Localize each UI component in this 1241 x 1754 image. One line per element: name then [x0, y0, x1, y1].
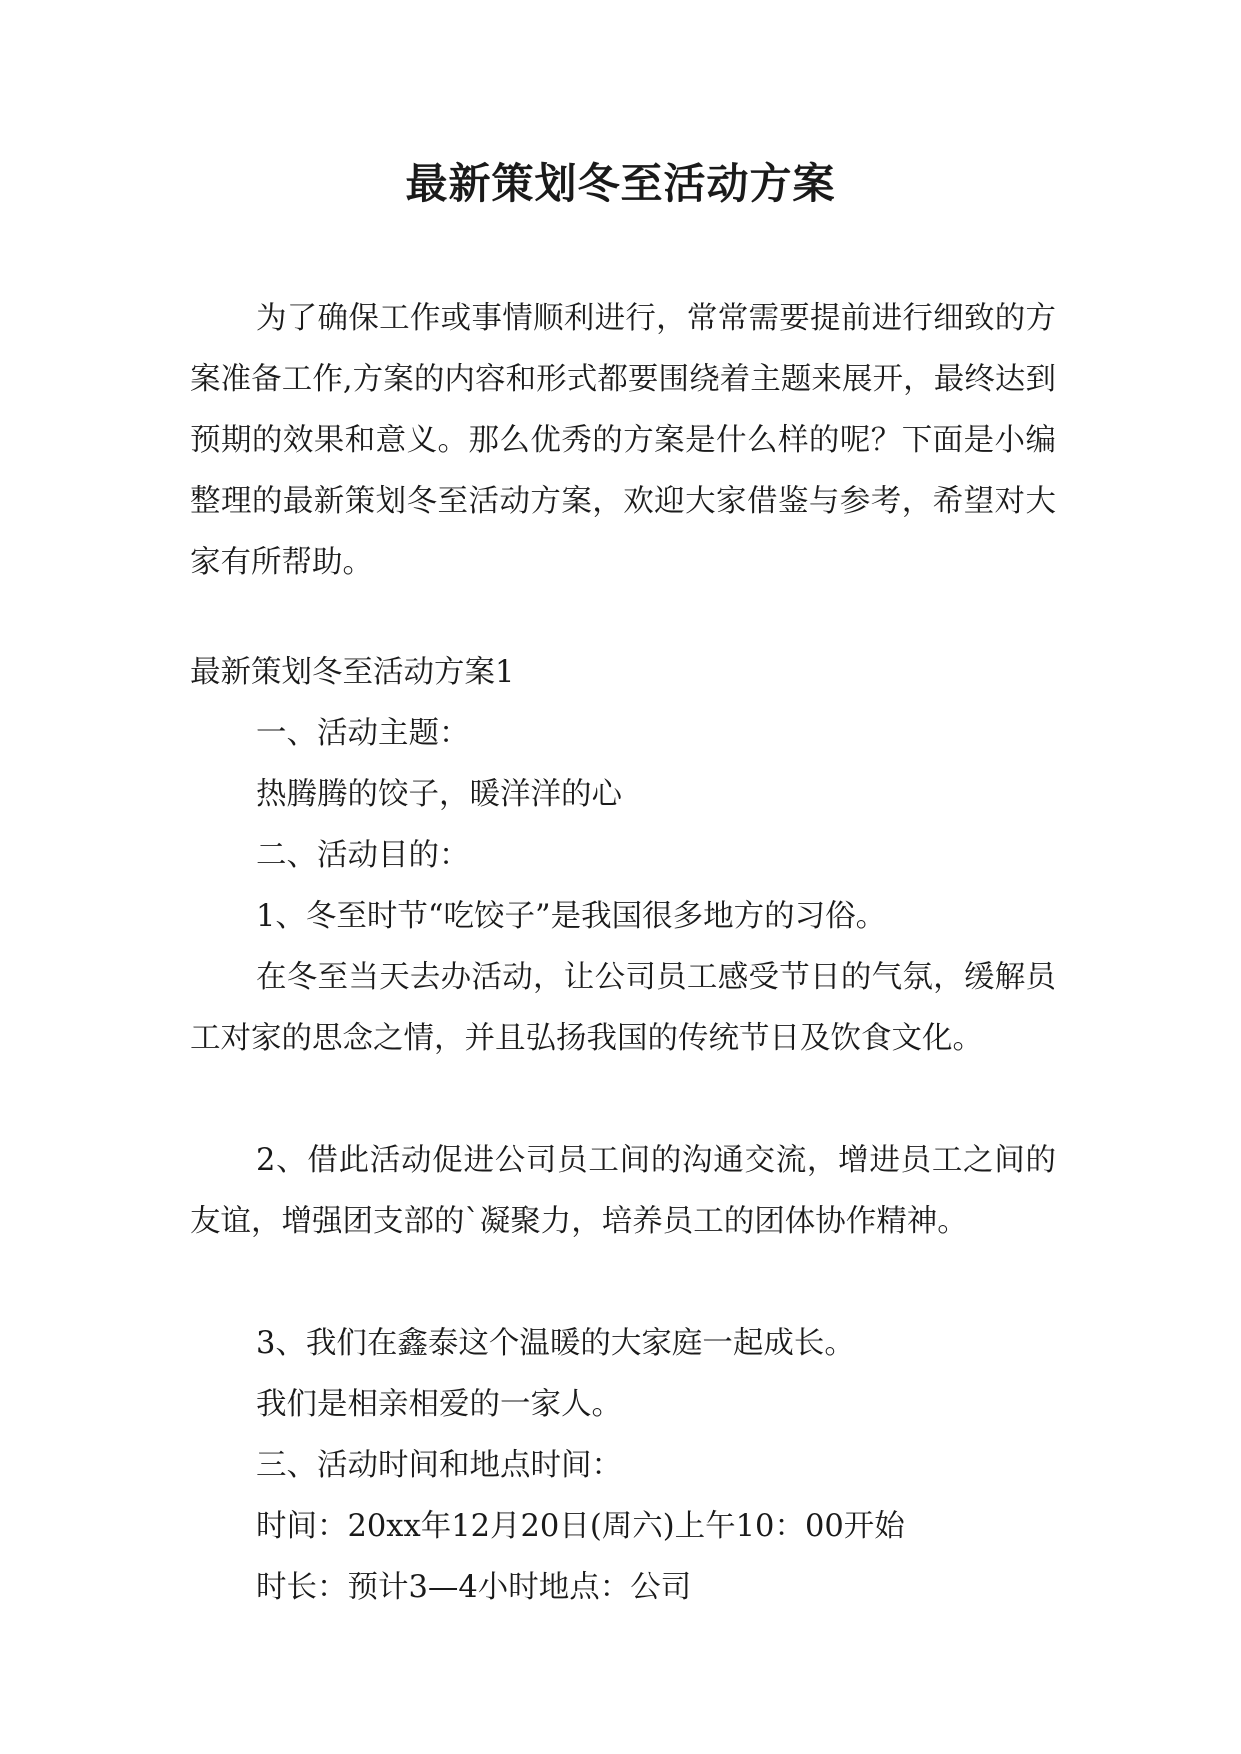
purpose-item-3: 3、我们在鑫泰这个温暖的大家庭一起成长。	[256, 1326, 855, 1361]
purpose-item-1: 1、冬至时节“吃饺子”是我国很多地方的习俗。	[256, 899, 887, 934]
theme-heading: 一、活动主题：	[256, 716, 470, 751]
intro-paragraph: 为了确保工作或事情顺利进行，常常需要提前进行细致的方案准备工作,方案的内容和形式都要围绕着主题来展开，最终达到预期的效果和意义。那么优秀的方案是什么样的呢？下面是小编整理的最新策划冬至活动方案，欢迎大家借鉴与参考，希望对大家有所帮助。	[190, 301, 1056, 580]
time-heading: 三、活动时间和地点时间：	[256, 1448, 622, 1483]
purpose-heading: 二、活动目的：	[256, 838, 470, 873]
section-heading: 最新策划冬至活动方案1	[190, 655, 515, 690]
purpose-item-1-detail: 在冬至当天去办活动，让公司员工感受节日的气氛，缓解员工对家的思念之情，并且弘扬我国的传统节日及饮食文化。	[190, 960, 1056, 1056]
purpose-item-3-detail: 我们是相亲相爱的一家人。	[256, 1387, 622, 1422]
duration-text: 时长：预计3—4小时地点：公司	[256, 1570, 692, 1605]
theme-text: 热腾腾的饺子，暖洋洋的心	[256, 777, 622, 812]
purpose-item-2: 2、借此活动促进公司员工间的沟通交流，增进员工之间的友谊，增强团支部的`凝聚力，培养员工的团体协作精神。	[190, 1143, 1056, 1239]
document-title: 最新策划冬至活动方案	[405, 159, 836, 208]
time-text: 时间：20xx年12月20日(周六)上午10：00开始	[256, 1509, 905, 1544]
